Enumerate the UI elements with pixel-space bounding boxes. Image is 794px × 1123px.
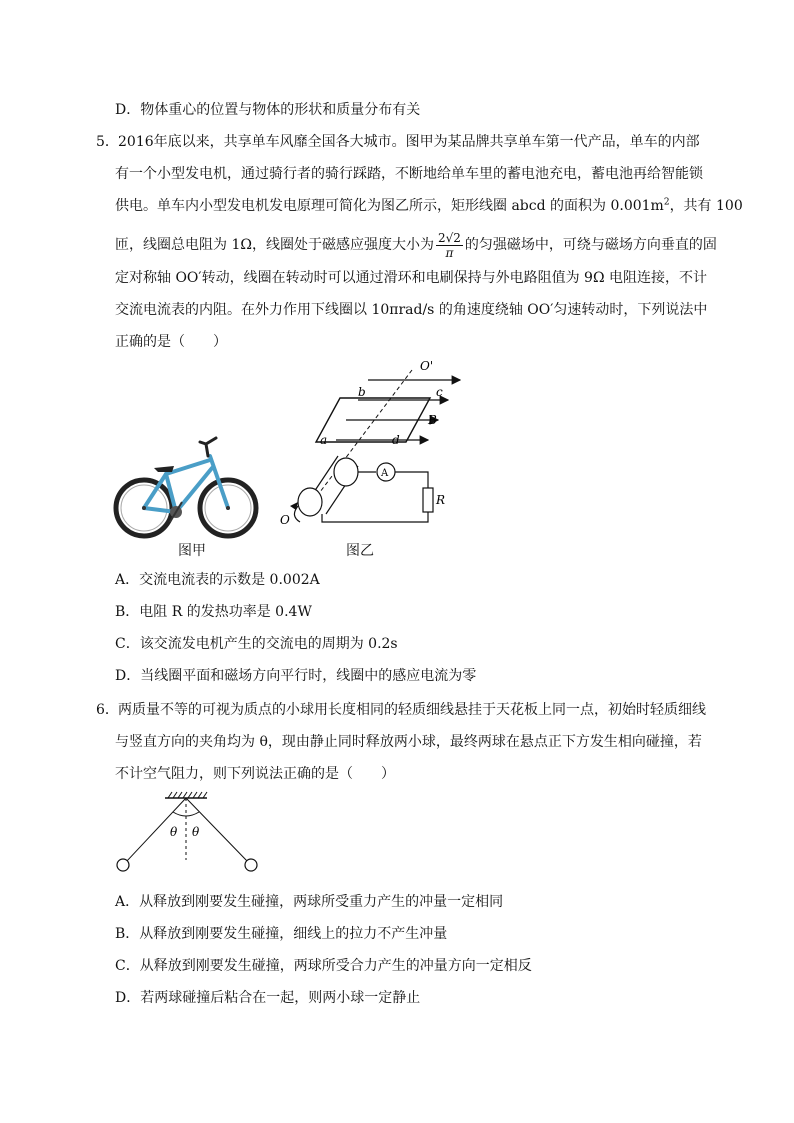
bicycle-figure xyxy=(110,432,262,542)
q5-option-a: A．交流电流表的示数是 0.002A xyxy=(115,572,320,588)
q5-text-line7: 正确的是（ ） xyxy=(115,334,227,350)
q6-option-d: D．若两球碰撞后粘合在一起，则两小球一定静止 xyxy=(115,990,421,1006)
q5-text-line5: 定对称轴 OO′转动，线圈在转动时可以通过滑环和电刷保持与外电路阻值为 9Ω 电阻连接，不计 xyxy=(115,270,707,286)
figure-yi-caption: 图乙 xyxy=(346,543,374,559)
label-c: c xyxy=(436,385,443,399)
label-b: b xyxy=(358,385,366,399)
q5-text-line3: 供电。单车内小型发电机发电原理可简化为图乙所示，矩形线圈 abcd 的面积为 $0.001m^2$，共有 100 xyxy=(115,197,743,214)
q6-text-line1: 两质量不等的可视为质点的小球用长度相同的轻质细线悬挂于天花板上同一点，初始时轻质细线 xyxy=(118,702,706,718)
label-o: O xyxy=(280,513,290,527)
q6-option-a: A．从释放到刚要发生碰撞，两球所受重力产生的冲量一定相同 xyxy=(115,894,504,910)
q5-text-line1: 2016年底以来，共享单车风靡全国各大城市。图甲为某品牌共享单车第一代产品，单车的内部 xyxy=(118,134,700,150)
ammeter-label: A xyxy=(381,468,389,479)
q6-option-b: B．从释放到刚要发生碰撞，细线上的拉力不产生冲量 xyxy=(115,926,448,942)
figure-jia-caption: 图甲 xyxy=(178,543,206,559)
label-field-b: B xyxy=(428,413,437,427)
q5-option-d: D．当线圈平面和磁场方向平行时，线圈中的感应电流为零 xyxy=(115,668,477,684)
q6-option-c: C．从释放到刚要发生碰撞，两球所受合力产生的冲量方向一定相反 xyxy=(115,958,532,974)
field-strength-fraction: $\frac{2√2}{\pi}$ xyxy=(437,230,461,260)
theta-left-label: θ xyxy=(170,825,178,839)
generator-diagram xyxy=(280,356,470,536)
q5-text-line4: 匝，线圈总电阻为 1Ω，线圈处于磁感应强度大小为 $\frac{2√2}{\pi}$ 的匀强磁场中，可绕与磁场方向垂直的固 xyxy=(115,230,717,260)
pendulum-diagram xyxy=(110,790,270,876)
q5-text-line6: 交流电流表的内阻。在外力作用下线圈以 10πrad/s 的角速度绕轴 OO′匀速转动时，下列说法中 xyxy=(115,302,708,318)
prev-option-d: D．物体重心的位置与物体的形状和质量分布有关 xyxy=(115,102,421,118)
theta-right-label: θ xyxy=(192,825,200,839)
q6-number: 6． xyxy=(96,702,119,718)
q5-number: 5． xyxy=(96,134,119,150)
q5-option-c: C．该交流发电机产生的交流电的周期为 0.2s xyxy=(115,636,398,652)
label-a: a xyxy=(320,433,328,447)
label-r: R xyxy=(436,493,446,507)
q5-option-b: B．电阻 R 的发热功率是 0.4W xyxy=(115,604,312,620)
q6-text-line3: 不计空气阻力，则下列说法正确的是（ ） xyxy=(115,766,395,782)
label-d: d xyxy=(392,433,400,447)
q5-text-line2: 有一个小型发电机，通过骑行者的骑行踩踏，不断地给单车里的蓄电池充电，蓄电池再给智能锁 xyxy=(115,166,703,182)
q6-text-line2: 与竖直方向的夹角均为 θ，现由静止同时释放两小球，最终两球在悬点正下方发生相向碰撞，若 xyxy=(115,734,702,750)
label-o-prime: O' xyxy=(420,359,434,373)
